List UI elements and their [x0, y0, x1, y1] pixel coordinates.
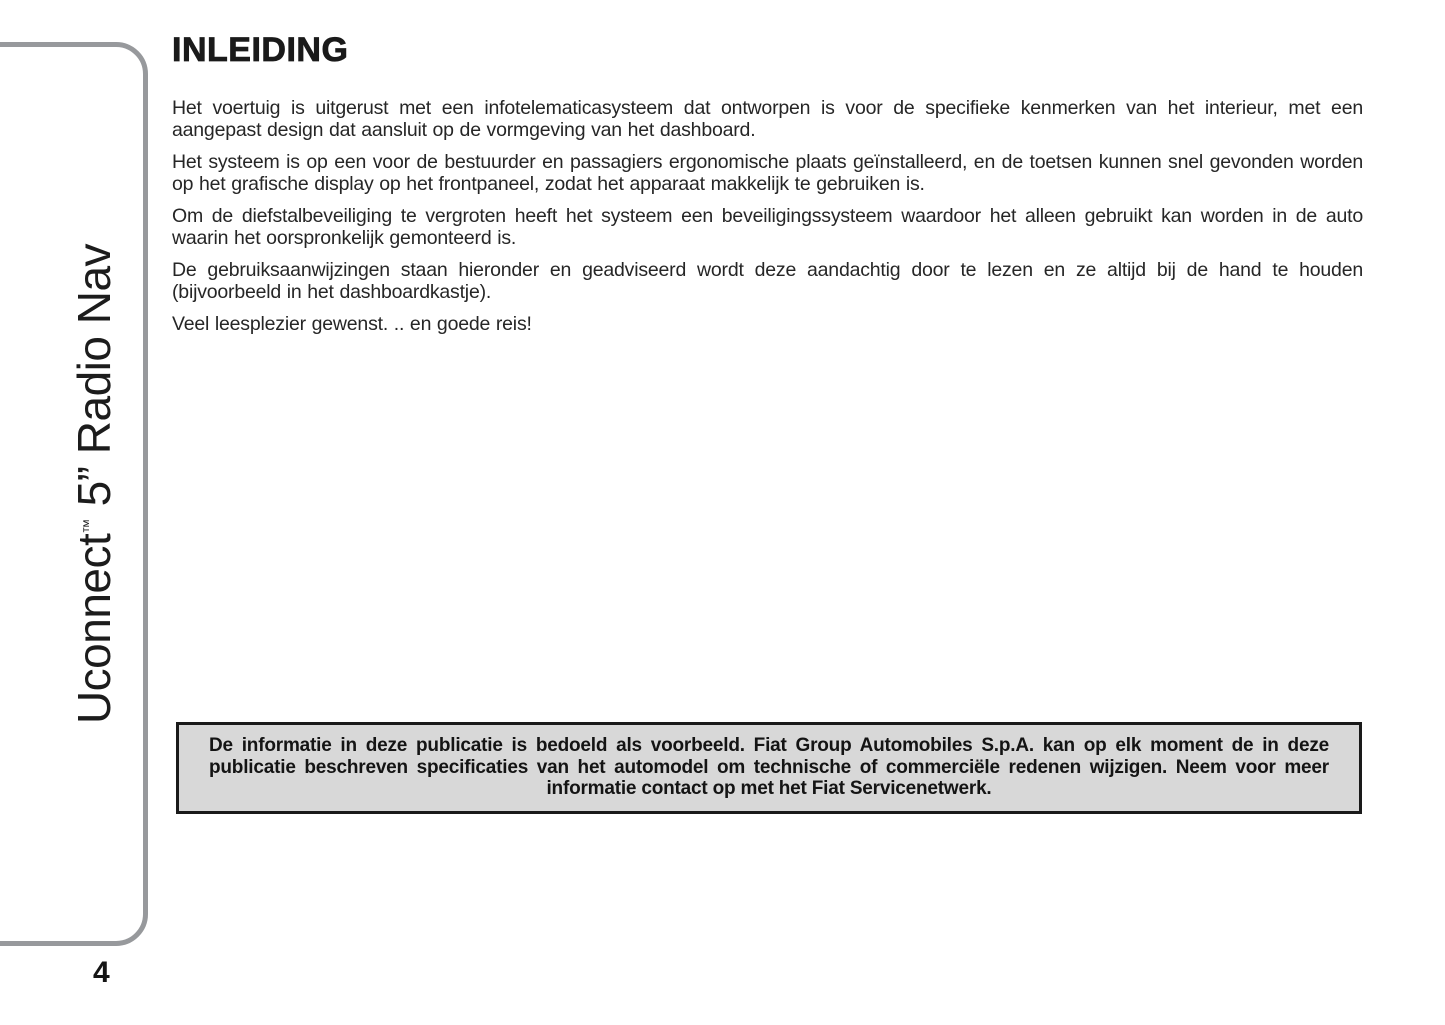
body-paragraph: Het systeem is op een voor de bestuurder en passagiers ergonomische plaats geïnstalleerd, en de toetsen kunnen snel gevonden worden op het grafische display op het frontpaneel, zodat het apparaat makkelijk te gebruiken is. — [172, 151, 1363, 195]
body-paragraph: Om de diefstalbeveiliging te vergroten heeft het systeem een beveiligingssysteem waardoor het alleen gebruikt kan worden in de auto waarin het oorspronkelijk gemonteerd is. — [172, 205, 1363, 249]
body-paragraph: De gebruiksaanwijzingen staan hieronder en geadviseerd wordt deze aandachtig door te lezen en ze altijd bij de hand te houden (bijvoorbeeld in het dashboardkastje). — [172, 259, 1363, 303]
page-title: INLEIDING — [172, 31, 349, 69]
trademark-symbol: ™ — [80, 518, 98, 534]
chapter-title-rest: 5” Radio Nav — [68, 243, 120, 519]
chapter-title-main: Uconnect — [68, 533, 120, 725]
body-paragraph: Het voertuig is uitgerust met een infotelematicasysteem dat ontworpen is voor de specifieke kenmerken van het interieur, met een aangepast design dat aansluit op de vormgeving van het dashboard. — [172, 97, 1363, 141]
chapter-title-vertical — [67, 244, 121, 724]
content-area — [172, 31, 1363, 345]
body-paragraph: Veel leesplezier gewenst. .. en goede reis! — [172, 313, 532, 335]
page-number: 4 — [93, 956, 110, 989]
notice-box — [176, 722, 1362, 814]
notice-text: De informatie in deze publicatie is bedoeld als voorbeeld. Fiat Group Automobiles S.p.A. kan op elk moment de in deze publicatie beschreven specificaties van het automodel om technische of commerciële redenen wijzigen. Neem voor meer informatie contact op met het Fiat Servicenetwerk. — [209, 735, 1329, 799]
